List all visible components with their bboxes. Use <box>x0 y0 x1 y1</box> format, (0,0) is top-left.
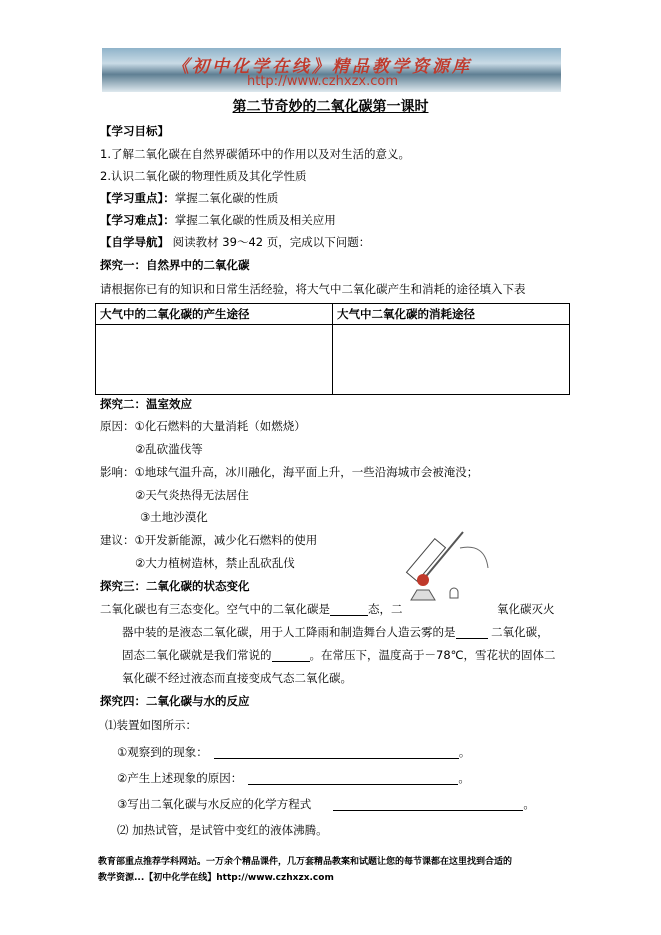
period: 。 <box>523 797 535 811</box>
banner-title: 《初中化学在线》精品教学资源库 <box>172 57 472 77</box>
table-header-sources: 大气中的二氧化碳的产生途径 <box>96 304 333 325</box>
s3-text: 固态二氧化碳就是我们常说的 <box>122 648 272 662</box>
key-point <box>100 191 278 205</box>
key-point-label: 【学习重点】： <box>100 191 175 205</box>
sources-cell[interactable] <box>96 325 333 395</box>
difficulty <box>100 213 336 227</box>
s4-sub1: ⑴装置如图所示： <box>105 718 197 732</box>
s3-text: 氧化碳不经过液态而直接变成气态二氧化碳。 <box>122 671 352 685</box>
goal-2: 2.认识二氧化碳的物理性质及其化学性质 <box>100 169 307 183</box>
s2-line: ②天气炎热得无法居住 <box>135 488 249 502</box>
banner-url[interactable]: http://www.czhxzx.com <box>247 74 398 89</box>
s3-para <box>100 602 403 616</box>
sinks-cell[interactable] <box>333 325 570 395</box>
s4-heading: 探究四：二氧化碳与水的反应 <box>100 694 250 708</box>
page-title: 第二节奇妙的二氧化碳第一课时 <box>232 99 429 115</box>
heated-test-tube-illustration <box>405 530 495 605</box>
blank-air-state[interactable] <box>330 615 368 616</box>
difficulty-text: 掌握二氧化碳的性质及相关应用 <box>174 213 336 227</box>
s2-heading: 探究二：温室效应 <box>100 397 192 411</box>
s3-text: 二氧化碳也有三态变化。空气中的二氧化碳是 <box>100 602 330 616</box>
difficulty-label: 【学习难点】： <box>100 213 175 227</box>
s2-line: 原因：①化石燃料的大量消耗（如燃烧） <box>100 419 306 433</box>
answer-q1[interactable] <box>214 758 459 759</box>
blank-rain-state[interactable] <box>456 638 488 639</box>
answer-q3[interactable] <box>333 810 523 811</box>
s2-line: ②大力植树造林，禁止乱砍乱伐 <box>135 556 295 570</box>
answer-q2[interactable] <box>248 784 458 785</box>
s3-para <box>122 625 549 639</box>
s3-heading: 探究三：二氧化碳的状态变化 <box>100 579 250 593</box>
key-point-text: 掌握二氧化碳的性质 <box>174 191 279 205</box>
period: 。 <box>458 771 470 785</box>
s4-q2 <box>117 771 470 785</box>
footer-line-1: 教育部重点推荐学科网站。一万余个精品课件，几万套精品教案和试题让您的每节课都在这里找到合适的 <box>98 857 513 867</box>
s4-q1 <box>117 745 470 759</box>
s2-line: 建议：①开发新能源，减少化石燃料的使用 <box>100 533 318 547</box>
s3-text: 态，二 <box>368 602 403 616</box>
s4-q3 <box>117 797 535 811</box>
guide-label: 【自学导航】 <box>100 235 169 249</box>
footer <box>98 854 512 886</box>
s3-text: 器中装的是液态二氧化碳，用于人工降雨和制造舞台人造云雾的是 <box>122 625 456 639</box>
s1-heading: 探究一：自然界中的二氧化碳 <box>100 258 250 272</box>
s3-text: 。在常压下，温度高于－78℃，雪花状的固体二 <box>309 648 556 662</box>
q3-label: ③写出二氧化碳与水反应的化学方程式 <box>117 797 312 811</box>
s2-line: ②乱砍滥伐等 <box>135 442 203 456</box>
period: 。 <box>458 745 471 759</box>
co2-sources-sinks-table <box>95 303 570 395</box>
s1-intro: 请根据你已有的知识和日常生活经验，将大气中二氧化碳产生和消耗的途径填入下表 <box>100 282 526 296</box>
footer-line-2[interactable]: 教学资源...【初中化学在线】http://www.czhxzx.com <box>98 873 334 883</box>
goal-1: 1.了解二氧化碳在自然界碳循环中的作用以及对生活的意义。 <box>100 147 410 161</box>
table-header-sinks: 大气中二氧化碳的消耗途径 <box>333 304 570 325</box>
s3-para <box>122 648 556 662</box>
q2-label: ②产生上述现象的原因： <box>117 771 243 785</box>
s2-line: 影响：①地球气温升高，冰川融化，海平面上升，一些沿海城市会被淹没； <box>100 465 479 479</box>
banner-logo <box>102 48 561 92</box>
s3-text: 氧化碳灭火 <box>497 602 555 616</box>
s3-text: 二氧化碳， <box>491 625 549 639</box>
s2-line: ③土地沙漠化 <box>140 510 208 524</box>
guide-text: 阅读教材 39～42 页，完成以下问题： <box>172 235 371 249</box>
guide <box>100 235 370 249</box>
s4-sub2: ⑵ 加热试管，是试管中变红的液体沸腾。 <box>117 823 328 837</box>
goals-heading: 【学习目标】 <box>100 124 169 138</box>
blank-solid-name[interactable] <box>272 661 310 662</box>
q1-label: ①观察到的现象： <box>117 745 208 759</box>
